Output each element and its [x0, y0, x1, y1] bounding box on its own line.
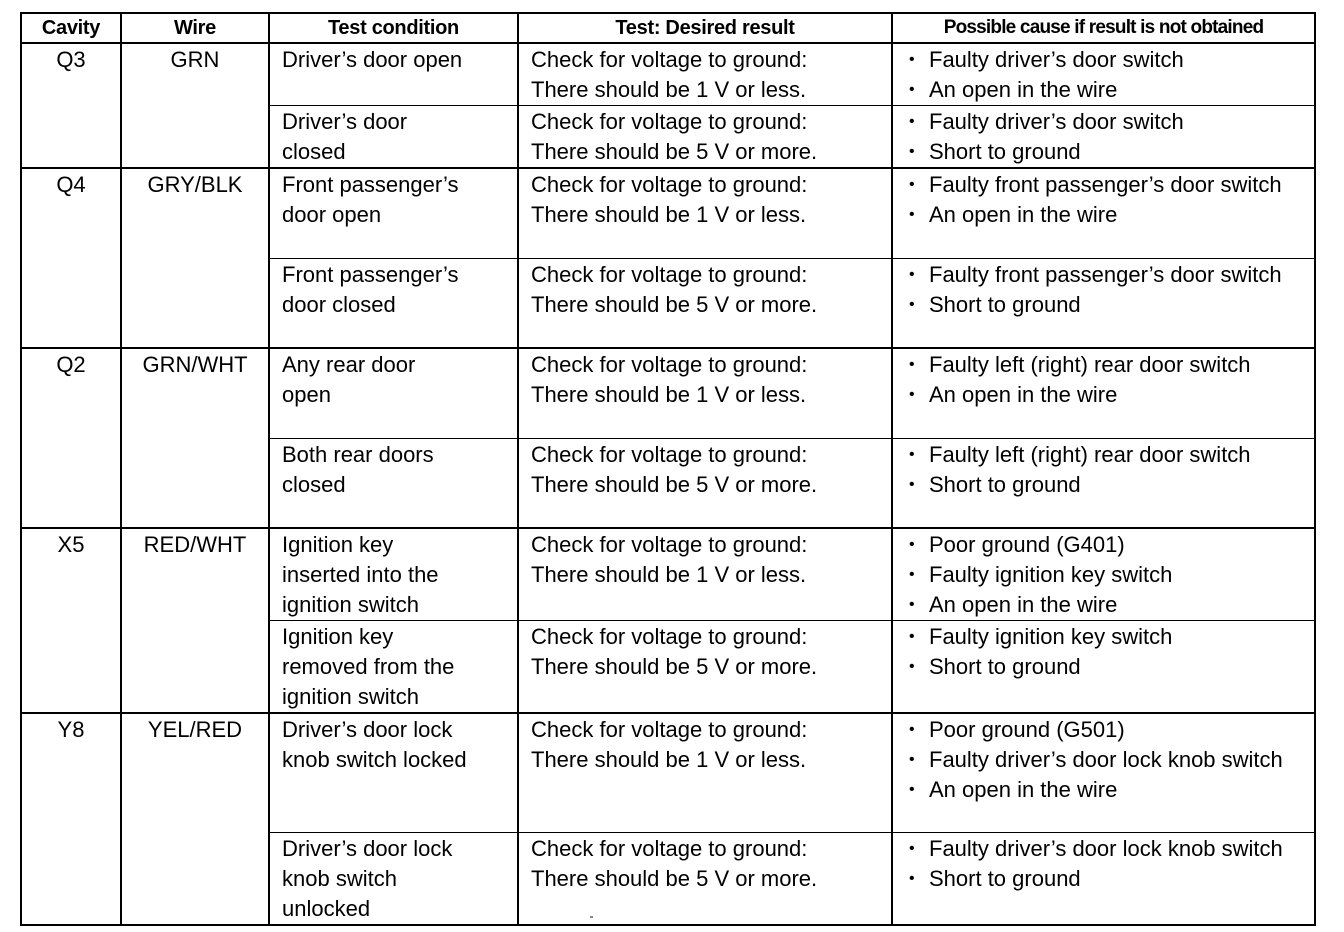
- desired-result-line: Check for voltage to ground:: [531, 261, 808, 287]
- possible-cause-cell: [892, 348, 1315, 438]
- desired-result-cell: [518, 348, 892, 438]
- desired-result-line: There should be 1 V or less.: [531, 747, 807, 772]
- desired-result-line: Check for voltage to ground:: [531, 441, 808, 467]
- test-condition-line: closed: [282, 139, 346, 164]
- cause-item: • Faulty front passenger’s door switch: [905, 260, 1310, 290]
- cause-list: [905, 834, 1310, 894]
- desired-result-cell: [518, 832, 892, 925]
- cause-item: • An open in the wire: [905, 380, 1310, 410]
- desired-result-line: Check for voltage to ground:: [531, 352, 808, 377]
- header-possible-cause: Possible cause if result is not obtained: [892, 13, 1315, 43]
- wire-color-cell: RED/WHT: [121, 528, 269, 713]
- desired-result-line: Check for voltage to ground:: [531, 109, 808, 134]
- cause-item: • An open in the wire: [905, 590, 1310, 620]
- test-condition-line: inserted into the: [282, 562, 439, 587]
- desired-result-line: Check for voltage to ground:: [531, 835, 808, 861]
- test-condition-line: Driver’s door lock: [282, 717, 453, 742]
- wire-color-cell: YEL/RED: [121, 713, 269, 925]
- cause-item: • Faulty left (right) rear door switch: [905, 350, 1310, 380]
- table-row: [21, 43, 1315, 106]
- table-row: [21, 348, 1315, 438]
- possible-cause-cell: [892, 621, 1315, 714]
- desired-result-line: Check for voltage to ground:: [531, 47, 808, 72]
- cavity-cell: Q3: [21, 43, 121, 168]
- cause-item: • An open in the wire: [905, 775, 1310, 805]
- possible-cause-cell: [892, 258, 1315, 348]
- possible-cause-cell: [892, 43, 1315, 106]
- cause-list: [905, 622, 1310, 682]
- desired-result-line: Check for voltage to ground:: [531, 624, 808, 649]
- header-cavity: Cavity: [21, 13, 121, 43]
- desired-result-line: There should be 5 V or more.: [531, 471, 818, 497]
- possible-cause-cell: [892, 832, 1315, 925]
- cause-list: [905, 260, 1310, 320]
- test-condition-cell: [269, 528, 518, 621]
- test-condition-line: Ignition key: [282, 532, 394, 557]
- test-condition-line: Front passenger’s: [282, 261, 459, 287]
- desired-result-line: There should be 1 V or less.: [531, 202, 807, 227]
- table-row: [21, 713, 1315, 832]
- cause-list: [905, 350, 1310, 410]
- desired-result-cell: [518, 528, 892, 621]
- test-condition-line: Both rear doors: [282, 441, 434, 467]
- cause-item: • Faulty driver’s door lock knob switch: [905, 834, 1310, 864]
- desired-result-cell: [518, 438, 892, 528]
- possible-cause-cell: [892, 438, 1315, 528]
- door-switch-test-table: [20, 12, 1316, 926]
- test-condition-line: knob switch: [282, 865, 397, 891]
- test-condition-line: open: [282, 382, 331, 407]
- test-condition-cell: [269, 438, 518, 528]
- cause-list: [905, 170, 1310, 230]
- desired-result-line: There should be 5 V or more.: [531, 865, 818, 891]
- desired-result-line: There should be 5 V or more.: [531, 291, 818, 317]
- cause-item: • Faulty ignition key switch: [905, 622, 1310, 652]
- desired-result-line: There should be 1 V or less.: [531, 562, 807, 587]
- cause-item: • Faulty ignition key switch: [905, 560, 1310, 590]
- possible-cause-cell: [892, 168, 1315, 258]
- cause-item: • Poor ground (G401): [905, 530, 1310, 560]
- cause-item: • Short to ground: [905, 290, 1310, 320]
- possible-cause-cell: [892, 528, 1315, 621]
- cavity-cell: X5: [21, 528, 121, 713]
- desired-result-cell: [518, 168, 892, 258]
- header-wire: Wire: [121, 13, 269, 43]
- desired-result-line: There should be 1 V or less.: [531, 77, 807, 102]
- wire-color-cell: GRY/BLK: [121, 168, 269, 348]
- cause-item: • Short to ground: [905, 137, 1310, 167]
- cause-list: [905, 715, 1310, 805]
- header-test-condition: Test condition: [269, 13, 518, 43]
- desired-result-line: Check for voltage to ground:: [531, 717, 808, 742]
- table-body: [21, 43, 1315, 925]
- test-condition-cell: [269, 258, 518, 348]
- cavity-cell: Q2: [21, 348, 121, 528]
- cavity-cell: Q4: [21, 168, 121, 348]
- test-condition-cell: [269, 348, 518, 438]
- test-condition-line: knob switch locked: [282, 747, 467, 772]
- wire-color-cell: GRN: [121, 43, 269, 168]
- cause-item: • Faulty driver’s door lock knob switch: [905, 745, 1310, 775]
- test-condition-line: Driver’s door lock: [282, 835, 453, 861]
- desired-result-line: Check for voltage to ground:: [531, 172, 808, 197]
- desired-result-cell: [518, 621, 892, 714]
- cause-item: • Faulty driver’s door switch: [905, 107, 1310, 137]
- header-desired-result: Test: Desired result: [518, 13, 892, 43]
- possible-cause-cell: [892, 106, 1315, 169]
- cause-item: • Faulty left (right) rear door switch: [905, 440, 1310, 470]
- cause-item: • An open in the wire: [905, 200, 1310, 230]
- test-condition-cell: [269, 106, 518, 169]
- test-condition-cell: [269, 832, 518, 925]
- header-row: [21, 13, 1315, 43]
- cause-list: [905, 440, 1310, 500]
- desired-result-cell: [518, 258, 892, 348]
- cause-list: [905, 107, 1310, 167]
- cause-item: • Short to ground: [905, 652, 1310, 682]
- test-condition-line: ignition switch: [282, 592, 419, 617]
- test-condition-cell: [269, 43, 518, 106]
- possible-cause-cell: [892, 713, 1315, 832]
- test-condition-cell: [269, 713, 518, 832]
- wire-color-cell: GRN/WHT: [121, 348, 269, 528]
- cause-item: • Faulty driver’s door switch: [905, 45, 1310, 75]
- desired-result-line: There should be 1 V or less.: [531, 382, 807, 407]
- desired-result-cell: [518, 43, 892, 106]
- desired-result-cell: [518, 713, 892, 832]
- test-condition-cell: [269, 621, 518, 714]
- test-condition-line: unlocked: [282, 895, 371, 921]
- test-condition-line: Ignition key: [282, 624, 394, 649]
- cause-item: • Short to ground: [905, 864, 1310, 894]
- test-condition-line: Any rear door: [282, 352, 416, 377]
- test-condition-line: Driver’s door open: [282, 47, 463, 72]
- desired-result-cell: [518, 106, 892, 169]
- desired-result-line: Check for voltage to ground:: [531, 532, 808, 557]
- cause-item: • An open in the wire: [905, 75, 1310, 105]
- test-condition-line: Driver’s door: [282, 109, 408, 134]
- desired-result-line: There should be 5 V or more.: [531, 139, 818, 164]
- cause-list: [905, 45, 1310, 105]
- test-condition-line: Front passenger’s: [282, 172, 459, 197]
- table-row: [21, 168, 1315, 258]
- cause-item: • Short to ground: [905, 470, 1310, 500]
- desired-result-line: There should be 5 V or more.: [531, 654, 818, 679]
- scan-speck: [590, 916, 593, 918]
- test-condition-line: removed from the: [282, 654, 455, 679]
- test-condition-line: ignition switch: [282, 684, 419, 709]
- cause-item: • Poor ground (G501): [905, 715, 1310, 745]
- test-condition-line: door open: [282, 202, 382, 227]
- cavity-cell: Y8: [21, 713, 121, 925]
- test-condition-line: closed: [282, 471, 346, 497]
- cause-list: [905, 530, 1310, 620]
- test-condition-line: door closed: [282, 291, 396, 317]
- test-condition-cell: [269, 168, 518, 258]
- table-row: [21, 528, 1315, 621]
- cause-item: • Faulty front passenger’s door switch: [905, 170, 1310, 200]
